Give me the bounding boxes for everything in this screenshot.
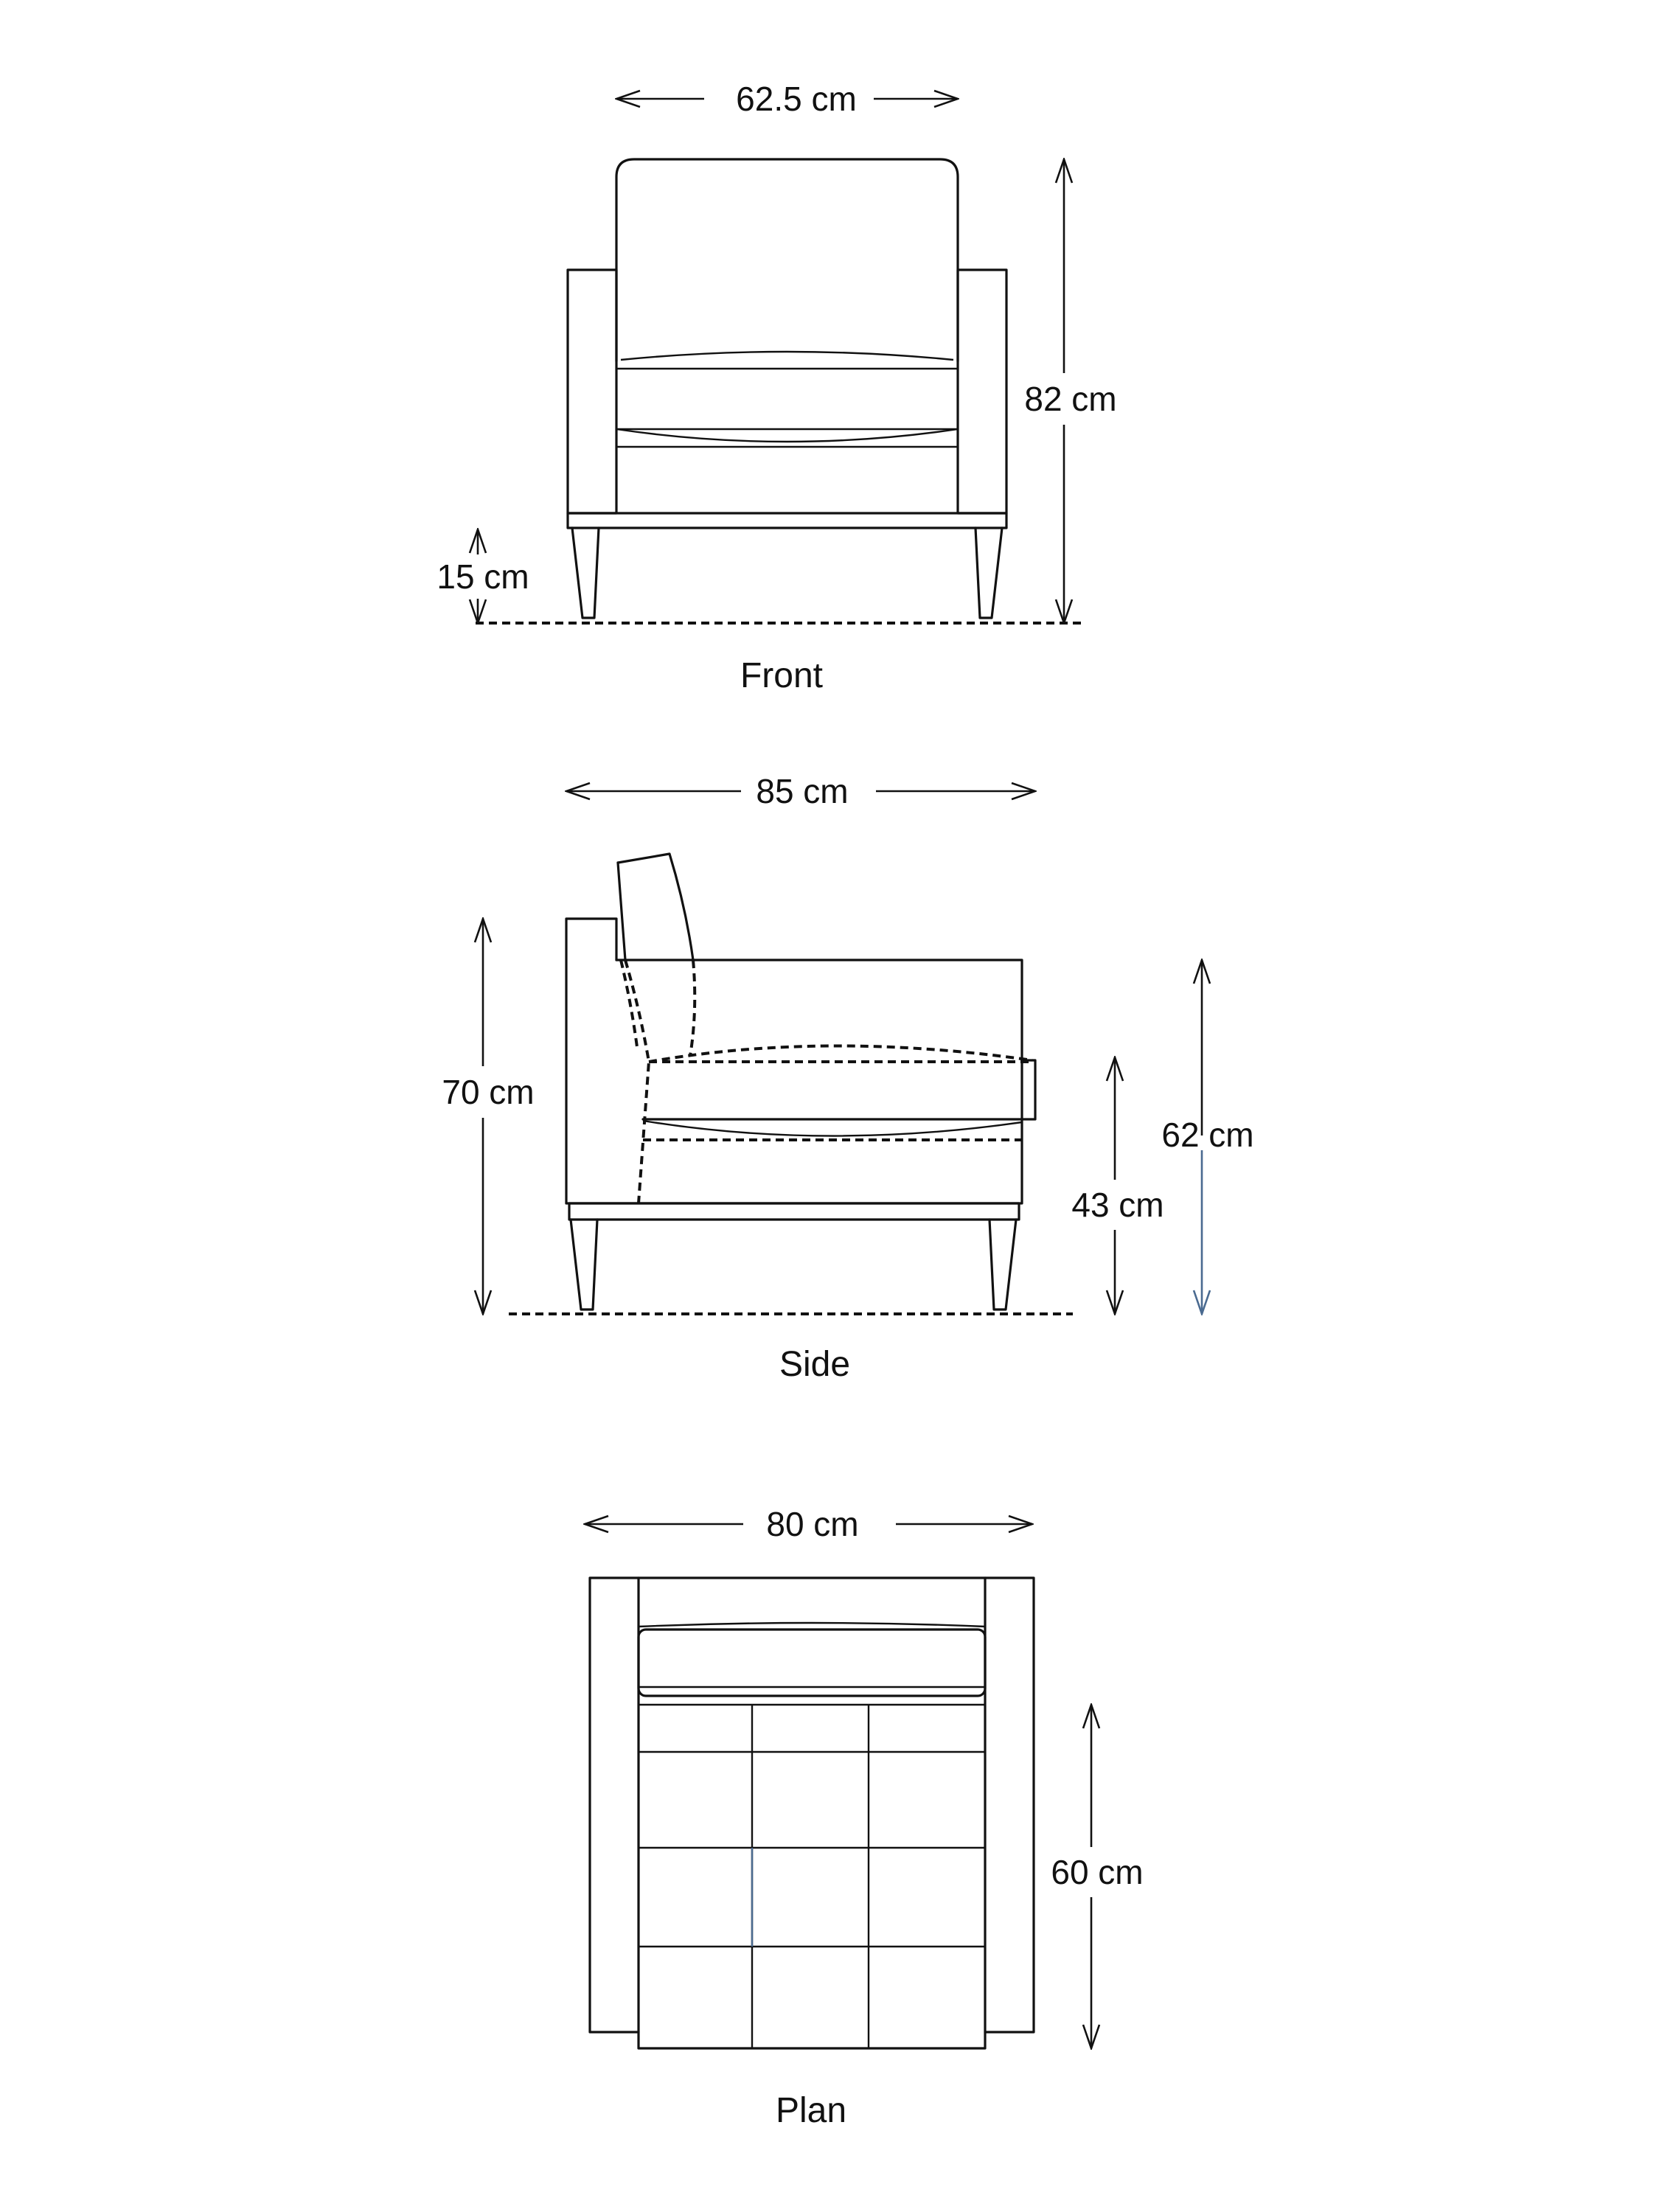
side-depth-label: 85 cm [756,772,849,810]
side-caption: Side [779,1345,851,1384]
side-arm-height-label: 70 cm [442,1073,535,1111]
front-leg-label: 15 cm [437,557,529,596]
side-back-label: 62 cm [1161,1116,1254,1154]
front-height-label: 82 cm [1024,380,1117,418]
plan-depth-label: 60 cm [1051,1853,1144,1891]
plan-chair [590,1578,1034,2048]
front-caption: Front [740,656,824,695]
side-seat-height-label: 43 cm [1071,1186,1164,1224]
plan-view [585,1505,1150,2130]
front-width-label: 62.5 cm [736,80,857,118]
plan-caption: Plan [775,2091,847,2130]
front-view [437,80,1119,695]
side-view [431,772,1254,1384]
front-chair [568,159,1006,618]
side-chair [566,854,1035,1310]
plan-width-label: 80 cm [766,1505,859,1543]
